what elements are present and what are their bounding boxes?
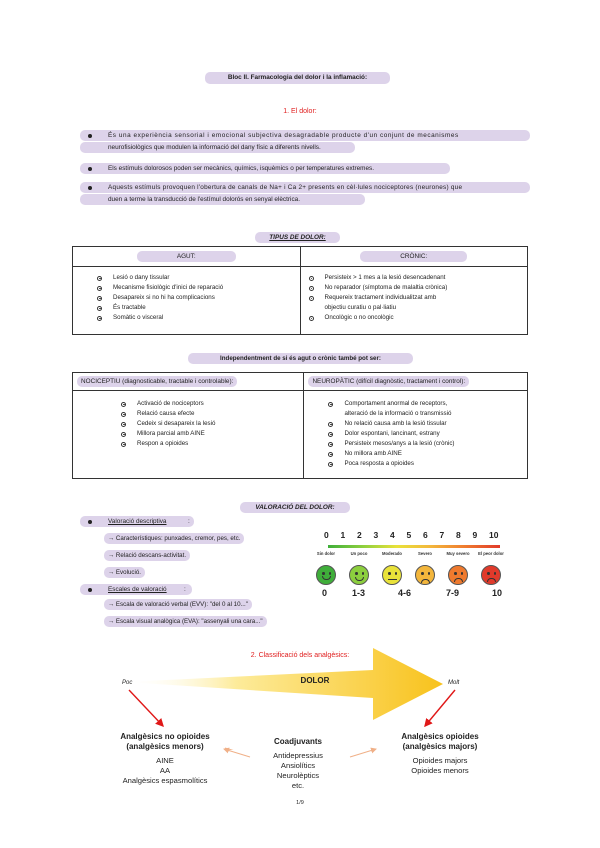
list-item-continued: objectiu curatiu o pal·liatiu [324, 304, 397, 311]
molt-label: Molt [448, 680, 460, 686]
list-item-continued: alteració de la informació o transmissió [344, 410, 452, 417]
face-label: Severo [418, 551, 432, 556]
bullet-text: neurofisiològics que modulen la informació del dany físic a diferents nivells. [108, 144, 321, 151]
pain-face-icon [349, 565, 369, 585]
list-item: Opioides menors [411, 766, 469, 775]
agut-list [73, 267, 301, 335]
pain-face-icon [415, 565, 435, 585]
list-item: Respon a opioides [73, 439, 303, 449]
escales-label: Escales de valoració [108, 586, 167, 593]
bullet-dot [88, 167, 92, 171]
list-item: Cedeix si desapareix la lesió [73, 419, 303, 429]
list-item: Mecanisme fisiològic d'inici de reparació [73, 283, 300, 293]
pain-face-icon [316, 565, 336, 585]
tipus-title: TIPUS DE DOLOR: [255, 232, 340, 243]
scale-number: 6 [423, 530, 428, 540]
list-item: Activació de nociceptors [73, 399, 303, 409]
list-item: Persisteix > 1 mes a la lesió desencadenant [301, 273, 528, 283]
pain-scale [314, 530, 514, 602]
poc-label: Poc [122, 680, 133, 686]
escales-items [104, 599, 267, 627]
list-item: → Escala de valoració verbal (EVV): "del 0 al 10..." [104, 599, 252, 610]
list-item: etc. [291, 781, 305, 790]
dolor-label: DOLOR [300, 676, 330, 685]
bullet-2 [80, 163, 450, 174]
escales-valoracio: Escales de valoració : [80, 584, 310, 596]
list-item: Relació causa efecte [73, 409, 303, 419]
scale-number: 5 [406, 530, 412, 540]
face-label: Sin dolor [316, 551, 336, 556]
pain-face-icon [448, 565, 468, 585]
scale-number: 1 [340, 530, 346, 540]
scale-number: 10 [489, 530, 499, 540]
nociceptiu-list [73, 391, 304, 479]
list-item: Desapareix si no hi ha complicacions [73, 293, 300, 303]
list-item: Poca resposta a opioides [304, 459, 527, 469]
descriptiva-items [104, 533, 244, 578]
valoracio-descriptiva: Valoració descriptiva : [80, 516, 310, 528]
list-item: → Evolució. [104, 567, 145, 578]
face-label: Un poco [350, 551, 368, 556]
section-title-analgesics: 2. Classificació dels analgèsics: [250, 652, 350, 659]
cronic-header: CRÒNIC: [360, 251, 467, 262]
bullet-text: Aquests estímuls provoquen l'obertura de canals de Na+ i Ca 2+ presents en cèl·lules nociceptores (neurones) que [108, 184, 463, 191]
list-item: Persisteix mesos/anys a la lesió (crònic) [304, 439, 527, 449]
coadjuvants-arrows [220, 745, 380, 775]
list-item: → Característiques: punxades, cremor, pes, etc. [104, 533, 244, 544]
bullet-dot [88, 588, 92, 592]
page-title: Bloc II. Farmacologia del dolor i la inflamació: [205, 72, 390, 84]
list-item: Millora parcial amb AINE [73, 429, 303, 439]
agut-header: AGUT: [137, 251, 236, 262]
neuropatic-header: NEUROPÀTIC (difícil diagnòstic, tractament i control): [308, 376, 469, 387]
arrow-left [129, 690, 163, 726]
scale-number: 0 [324, 530, 329, 540]
bullet-text: Els estímuls dolorosos poden ser mecànics, químics, isquèmics o per temperatures extremes. [108, 165, 375, 172]
face-label: Moderado [381, 551, 402, 556]
list-item: Oncològic o no oncològic [301, 313, 528, 323]
list-item: Dolor espontani, lancinant, estrany [304, 429, 527, 439]
bullet-dot [88, 186, 92, 190]
scale-range: 10 [492, 588, 503, 598]
list-item: Opioides majors [412, 756, 468, 765]
bullet-1 [80, 130, 530, 154]
group-opioides: Analgèsics opioides (analgèsics majors) Opioides majors Opioides menors [380, 732, 500, 776]
bullet-3 [80, 182, 530, 206]
face-label: El peor dolor [478, 551, 504, 556]
scale-number: 3 [373, 530, 379, 540]
list-item: Requereix tractament individualitzat amb [301, 293, 528, 303]
indep-table [72, 372, 528, 479]
indep-title: Independentment de si és agut o crònic també pot ser: [188, 353, 413, 364]
list-item: Comportament anormal de receptors, [304, 399, 527, 409]
group-no-opioides: Analgèsics no opioides (analgèsics menors) AINE AA Analgèsics espasmolítics [100, 732, 230, 786]
list-item: Somàtic o visceral [73, 313, 300, 323]
valoracio-title: VALORACIÓ DEL DOLOR: [240, 502, 350, 513]
list-item: Antidepressius [273, 751, 323, 760]
list-item: AA [159, 766, 171, 775]
tipus-table [72, 246, 528, 335]
scale-number: 2 [357, 530, 362, 540]
pain-face-icon [481, 565, 501, 585]
list-item: No reparador (símptoma de malaltia crònica) [301, 283, 528, 293]
bullet-dot [88, 520, 92, 524]
list-item: Neurolèptics [276, 771, 320, 780]
scale-range: 0 [322, 588, 328, 598]
descriptiva-label: Valoració descriptiva [108, 518, 167, 525]
scale-bar [328, 545, 500, 548]
scale-range: 7-9 [446, 588, 460, 598]
list-item: No relació causa amb la lesió tissular [304, 419, 527, 429]
list-item: AINE [156, 756, 174, 765]
cronic-list [300, 267, 528, 335]
section-title-dolor: 1. El dolor: [283, 108, 317, 115]
list-item: Lesió o dany tissular [73, 273, 300, 283]
face-label: Muy severo [446, 551, 470, 556]
scale-number: 9 [472, 530, 478, 540]
nociceptiu-header: NOCICEPTIU (diagnosticable, tractable i controlable): [77, 376, 237, 387]
bullet-dot [88, 134, 92, 138]
list-item: No millora amb AINE [304, 449, 527, 459]
arrow-right [425, 690, 455, 726]
scale-range: 1-3 [352, 588, 366, 598]
list-item: → Escala visual analògica (EVA): "assenyali una cara..." [104, 616, 267, 627]
pain-face-icon [382, 565, 402, 585]
bullet-text: És una experiència sensorial i emocional subjectiva desagradable producte d'un conjunt de mecanismes [108, 132, 459, 139]
neuropatic-list [304, 391, 528, 479]
scale-number: 8 [456, 530, 461, 540]
group-coadjuvants: Coadjuvants Antidepressius Ansiolítics Neurolèptics etc. [250, 737, 346, 791]
list-item: → Relació descans-activitat. [104, 550, 190, 561]
list-item: És tractable [73, 303, 300, 313]
scale-range: 4-6 [398, 588, 412, 598]
scale-number: 7 [439, 530, 445, 540]
bullet-text: duen a terme la transducció de l'estímul dolorós en senyal elèctrica. [108, 196, 300, 203]
page-number: 1/9 [296, 800, 304, 806]
list-item: Analgèsics espasmolítics [122, 776, 208, 785]
scale-number: 4 [390, 530, 395, 540]
list-item: Ansiolítics [280, 761, 316, 770]
